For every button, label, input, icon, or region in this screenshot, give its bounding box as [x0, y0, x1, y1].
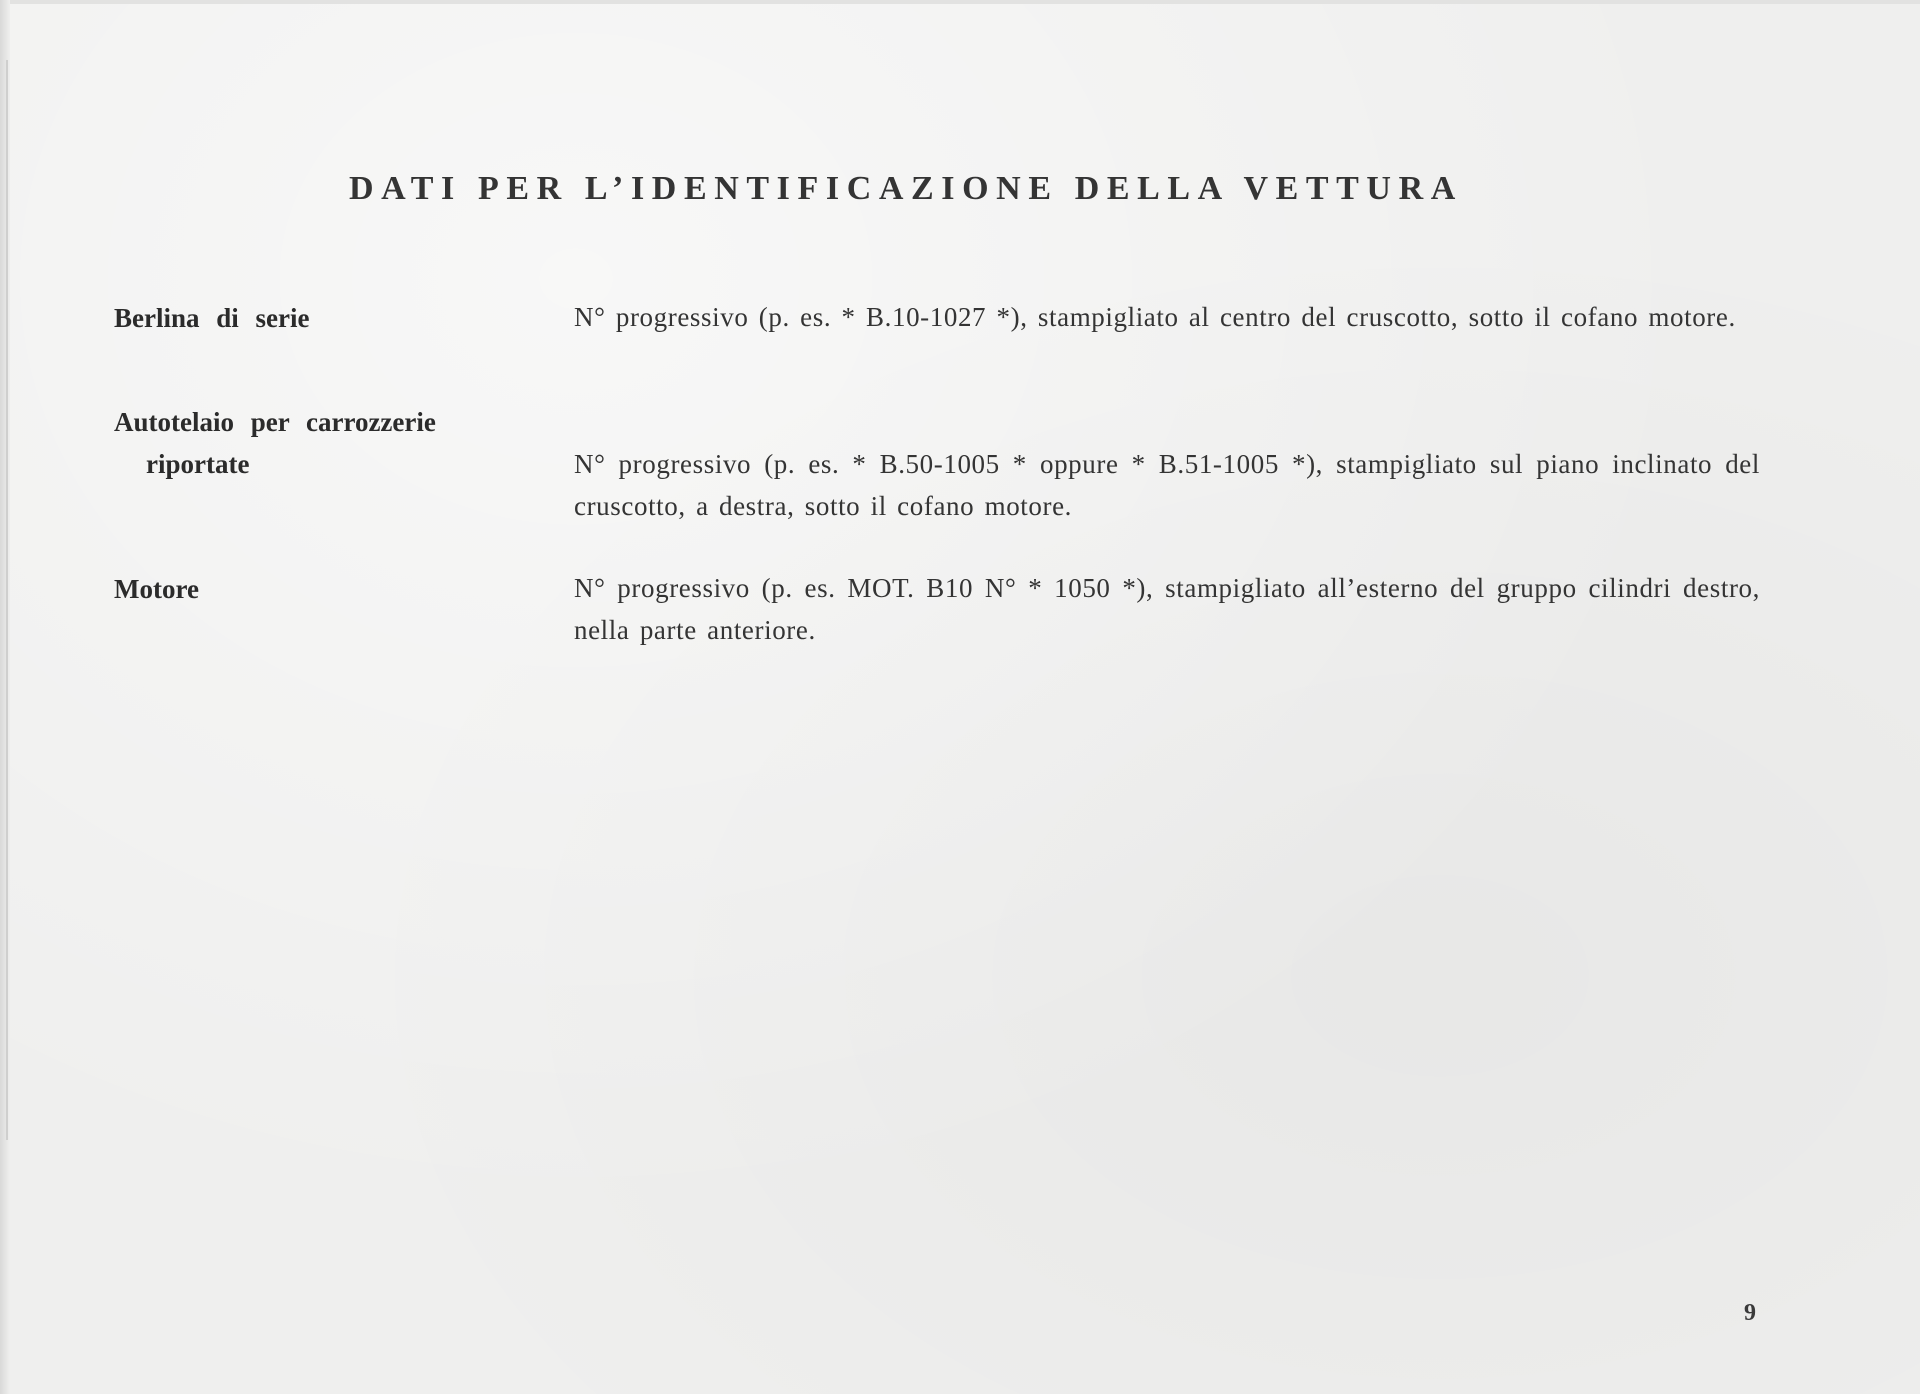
page-top-edge	[0, 0, 1920, 4]
entry-description-autotelaio: N° progressivo (p. es. * B.50-1005 * oppure * B.51-1005 *), stampigliato sul piano inclinato del cruscotto, a destra, sotto il cofano motore.	[574, 449, 1760, 521]
entry-description-berlina: N° progressivo (p. es. * B.10-1027 *), stampigliato al centro del cruscotto, sotto il cofano motore.	[574, 302, 1736, 332]
entry-label-autotelaio-line2: riportate	[146, 449, 250, 479]
page-number: 9	[1744, 1300, 1756, 1326]
entry-label-berlina: Berlina di serie	[114, 303, 310, 333]
entry-label-motore: Motore	[114, 574, 199, 604]
entry-description-motore: N° progressivo (p. es. MOT. B10 N° * 1050 *), stampigliato all’esterno del gruppo cilindri destro, nella parte anteriore.	[574, 573, 1760, 645]
page-title: DATI PER L’IDENTIFICAZIONE DELLA VETTURA	[349, 170, 1463, 207]
page-binding-edge	[0, 0, 10, 1394]
entry-label-autotelaio: Autotelaio per carrozzerie	[114, 407, 436, 437]
